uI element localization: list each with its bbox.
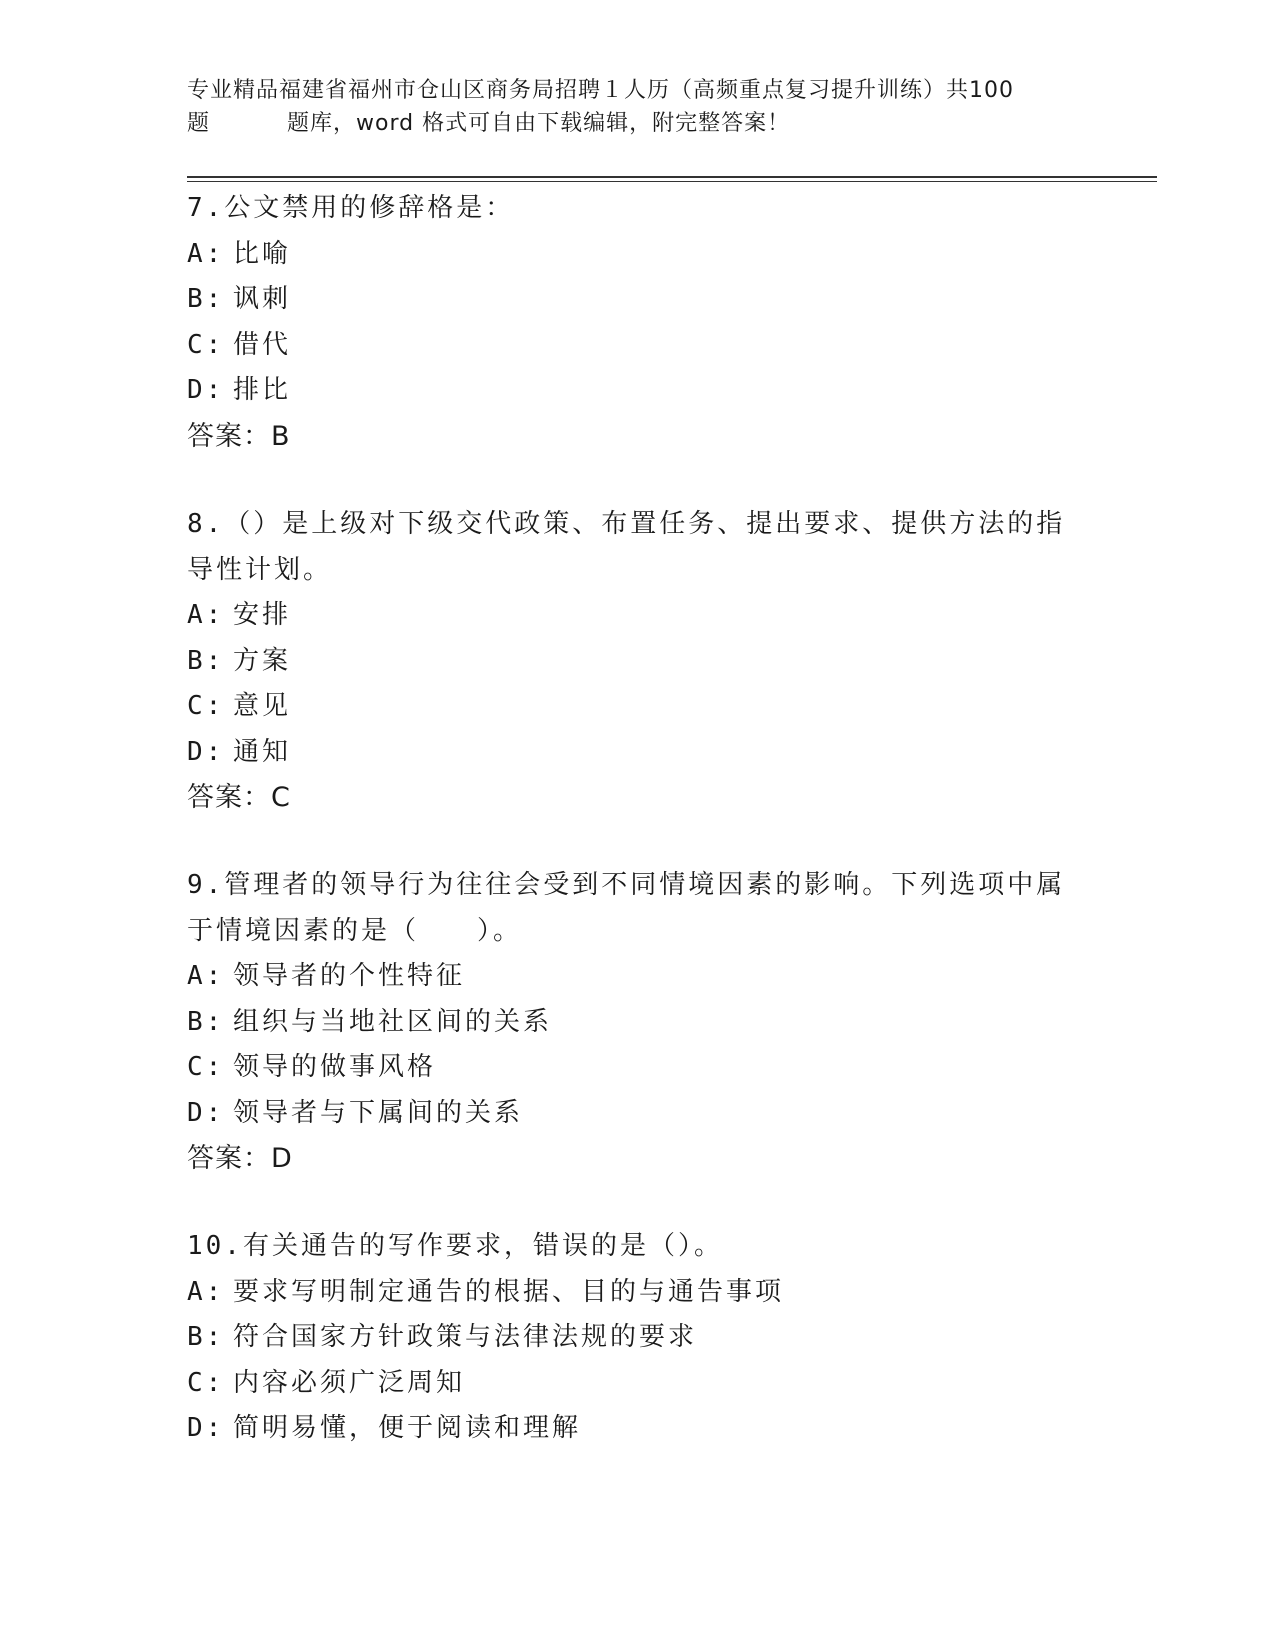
option-d: [187, 368, 1087, 414]
option-text: 要求写明制定通告的根据、目的与通告事项: [233, 1276, 785, 1307]
option-d: [187, 730, 1087, 776]
option-text: 符合国家方针政策与法律法规的要求: [233, 1322, 698, 1352]
option-a: [187, 232, 1087, 278]
option-label: D:: [187, 1413, 225, 1443]
option-text: 领导的做事风格: [233, 1052, 437, 1082]
document-header: [187, 74, 1087, 140]
option-label: C:: [187, 1052, 225, 1082]
option-label: B:: [187, 645, 225, 676]
option-text: 组织与当地社区间的关系: [233, 1006, 553, 1037]
option-text: 内容必须广泛周知: [233, 1367, 466, 1398]
option-c: [187, 684, 1087, 730]
option-c: [187, 323, 1087, 369]
option-label: B:: [187, 1006, 225, 1037]
header-divider-thick: [187, 176, 1157, 178]
header-divider-thin: [187, 181, 1157, 182]
option-text: 通知: [233, 736, 292, 767]
option-c: [187, 1045, 1087, 1091]
question-7: [187, 186, 1087, 459]
option-d: [187, 1406, 1087, 1452]
option-a: [187, 954, 1087, 1000]
option-label: C:: [187, 329, 225, 360]
option-c: [187, 1361, 1087, 1407]
header-title-rest: 题库，word 格式可自由下载编辑，附完整答案！: [287, 111, 791, 136]
option-b: [187, 1315, 1087, 1361]
answer-line: 答案：B: [187, 420, 291, 452]
question-8: [187, 502, 1087, 821]
option-text: 方案: [233, 645, 292, 676]
option-text: 讽刺: [233, 284, 292, 314]
option-text: 比喻: [233, 238, 292, 269]
option-text: 简明易懂，便于阅读和理解: [233, 1413, 582, 1443]
option-text: 借代: [233, 329, 292, 360]
option-label: C:: [187, 691, 225, 721]
header-title-line-2: [187, 107, 1087, 140]
option-b: [187, 639, 1087, 685]
option-label: A:: [187, 961, 225, 991]
question-text-line-1: 9.管理者的领导行为往往会受到不同情境因素的影响。下列选项中属: [187, 870, 1066, 900]
answer-line: 答案：C: [187, 782, 291, 813]
question-text-line-1: 8.（）是上级对下级交代政策、布置任务、提出要求、提供方法的指: [187, 509, 1066, 539]
answer-line: 答案：D: [187, 1143, 293, 1174]
question-text: 7.公文禁用的修辞格是：: [187, 193, 515, 223]
header-title-line-1: 专业精品福建省福州市仓山区商务局招聘１人历（高频重点复习提升训练）共100: [187, 78, 1014, 103]
option-text: 领导者与下属间的关系: [233, 1097, 524, 1128]
option-text: 安排: [233, 600, 292, 630]
option-a: [187, 1270, 1087, 1316]
option-text: 意见: [233, 691, 292, 721]
option-label: D:: [187, 1097, 225, 1128]
option-text: 排比: [233, 375, 292, 405]
option-label: B:: [187, 284, 225, 314]
option-label: A:: [187, 600, 225, 630]
option-label: C:: [187, 1367, 225, 1398]
option-label: D:: [187, 736, 225, 767]
option-label: A:: [187, 238, 225, 269]
option-label: B:: [187, 1322, 225, 1352]
option-text: 领导者的个性特征: [233, 961, 466, 991]
option-a: [187, 593, 1087, 639]
question-text-line-2: 于情境因素的是（ ）。: [187, 915, 523, 946]
option-d: [187, 1091, 1087, 1137]
header-title-prefix: 题: [187, 111, 211, 136]
question-text-line-2: 导性计划。: [187, 554, 333, 585]
option-b: [187, 277, 1087, 323]
option-label: D:: [187, 375, 225, 405]
question-10: [187, 1224, 1087, 1452]
question-text: 10.有关通告的写作要求，错误的是（）。: [187, 1231, 723, 1261]
question-9: [187, 863, 1087, 1182]
option-label: A:: [187, 1276, 225, 1307]
option-b: [187, 1000, 1087, 1046]
